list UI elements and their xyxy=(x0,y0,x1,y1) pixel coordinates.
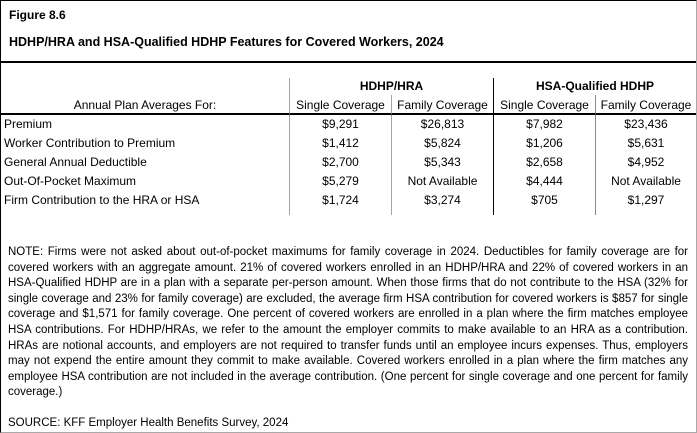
table-cell: $5,631 xyxy=(595,134,696,153)
table-cell: $9,291 xyxy=(289,115,391,134)
row-header-label: Annual Plan Averages For: xyxy=(1,95,289,115)
figure-header xyxy=(1,1,696,61)
row-label: Premium xyxy=(4,117,53,131)
row-label: Worker Contribution to Premium xyxy=(4,136,176,150)
table-cell: $1,412 xyxy=(289,134,391,153)
table-cell: $2,700 xyxy=(289,153,391,172)
table-cell: $1,206 xyxy=(493,134,595,153)
column-header: Single Coverage xyxy=(493,95,595,115)
group-header-hdhp-hra: HDHP/HRA xyxy=(289,78,493,95)
table-cell: $4,952 xyxy=(595,153,696,172)
table-cell: $2,658 xyxy=(493,153,595,172)
table-cell: $4,444 xyxy=(493,172,595,191)
table-cell: $1,297 xyxy=(595,191,696,210)
note-text: NOTE: Firms were not asked about out-of-pocket maximums for family coverage in 2024. Deductibles for family coverage are for covered workers with an aggregate amount. 21% of covered workers enrolled in an HDHP/HRA and 22% of covered workers in an HSA-Qualified HDHP are in a plan with a separate per-person amount. When those firms that do not contribute to the HSA (32% for single coverage and 23% for family coverage) are excluded, the average firm HSA contribution for covered workers is $857 for single coverage and $1,571 for family coverage. One percent of covered workers are enrolled in a plan where the firm matches employee HSA contributions. For HDHP/HRAs, we refer to the amount the employer commits to make available to an HRA as a contribution. HRAs are notional accounts, and employers are not required to transfer funds until an employee incurs expenses. Thus, employers may not expend the entire amount they commit to make available. Covered workers enrolled in a plan where the firm matches any employee HSA contribution are not included in the average contribution. (One percent for single coverage and one percent for family coverage.) xyxy=(8,246,688,399)
figure-title: HDHP/HRA and HSA-Qualified HDHP Features for Covered Workers, 2024 xyxy=(9,35,444,49)
table-cell: $23,436 xyxy=(595,115,696,134)
table-spacer xyxy=(1,210,289,215)
figure-number: Figure 8.6 xyxy=(9,8,66,22)
table-spacer xyxy=(595,210,696,215)
table-cell: Not Available xyxy=(595,172,696,191)
features-table xyxy=(1,78,696,215)
column-header: Family Coverage xyxy=(595,95,696,115)
table-spacer xyxy=(391,210,493,215)
table-cell: $705 xyxy=(493,191,595,210)
table-cell: $5,279 xyxy=(289,172,391,191)
table-cell: $5,824 xyxy=(391,134,493,153)
table-cell: $3,274 xyxy=(391,191,493,210)
source-text: SOURCE: KFF Employer Health Benefits Survey, 2024 xyxy=(8,416,289,429)
table-cell: $1,724 xyxy=(289,191,391,210)
group-header-hsa-qualified-hdhp: HSA-Qualified HDHP xyxy=(493,78,696,95)
row-label: Firm Contribution to the HRA or HSA xyxy=(4,193,200,207)
table-cell: $5,343 xyxy=(391,153,493,172)
table-cell: Not Available xyxy=(391,172,493,191)
column-header: Family Coverage xyxy=(391,95,493,115)
column-header: Single Coverage xyxy=(289,95,391,115)
row-label: General Annual Deductible xyxy=(4,155,147,169)
row-label: Out-Of-Pocket Maximum xyxy=(4,174,137,188)
table-spacer xyxy=(289,210,391,215)
title-divider xyxy=(1,61,696,63)
table-corner-spacer xyxy=(1,78,289,95)
table-cell: $26,813 xyxy=(391,115,493,134)
table-spacer xyxy=(493,210,595,215)
table-cell: $7,982 xyxy=(493,115,595,134)
